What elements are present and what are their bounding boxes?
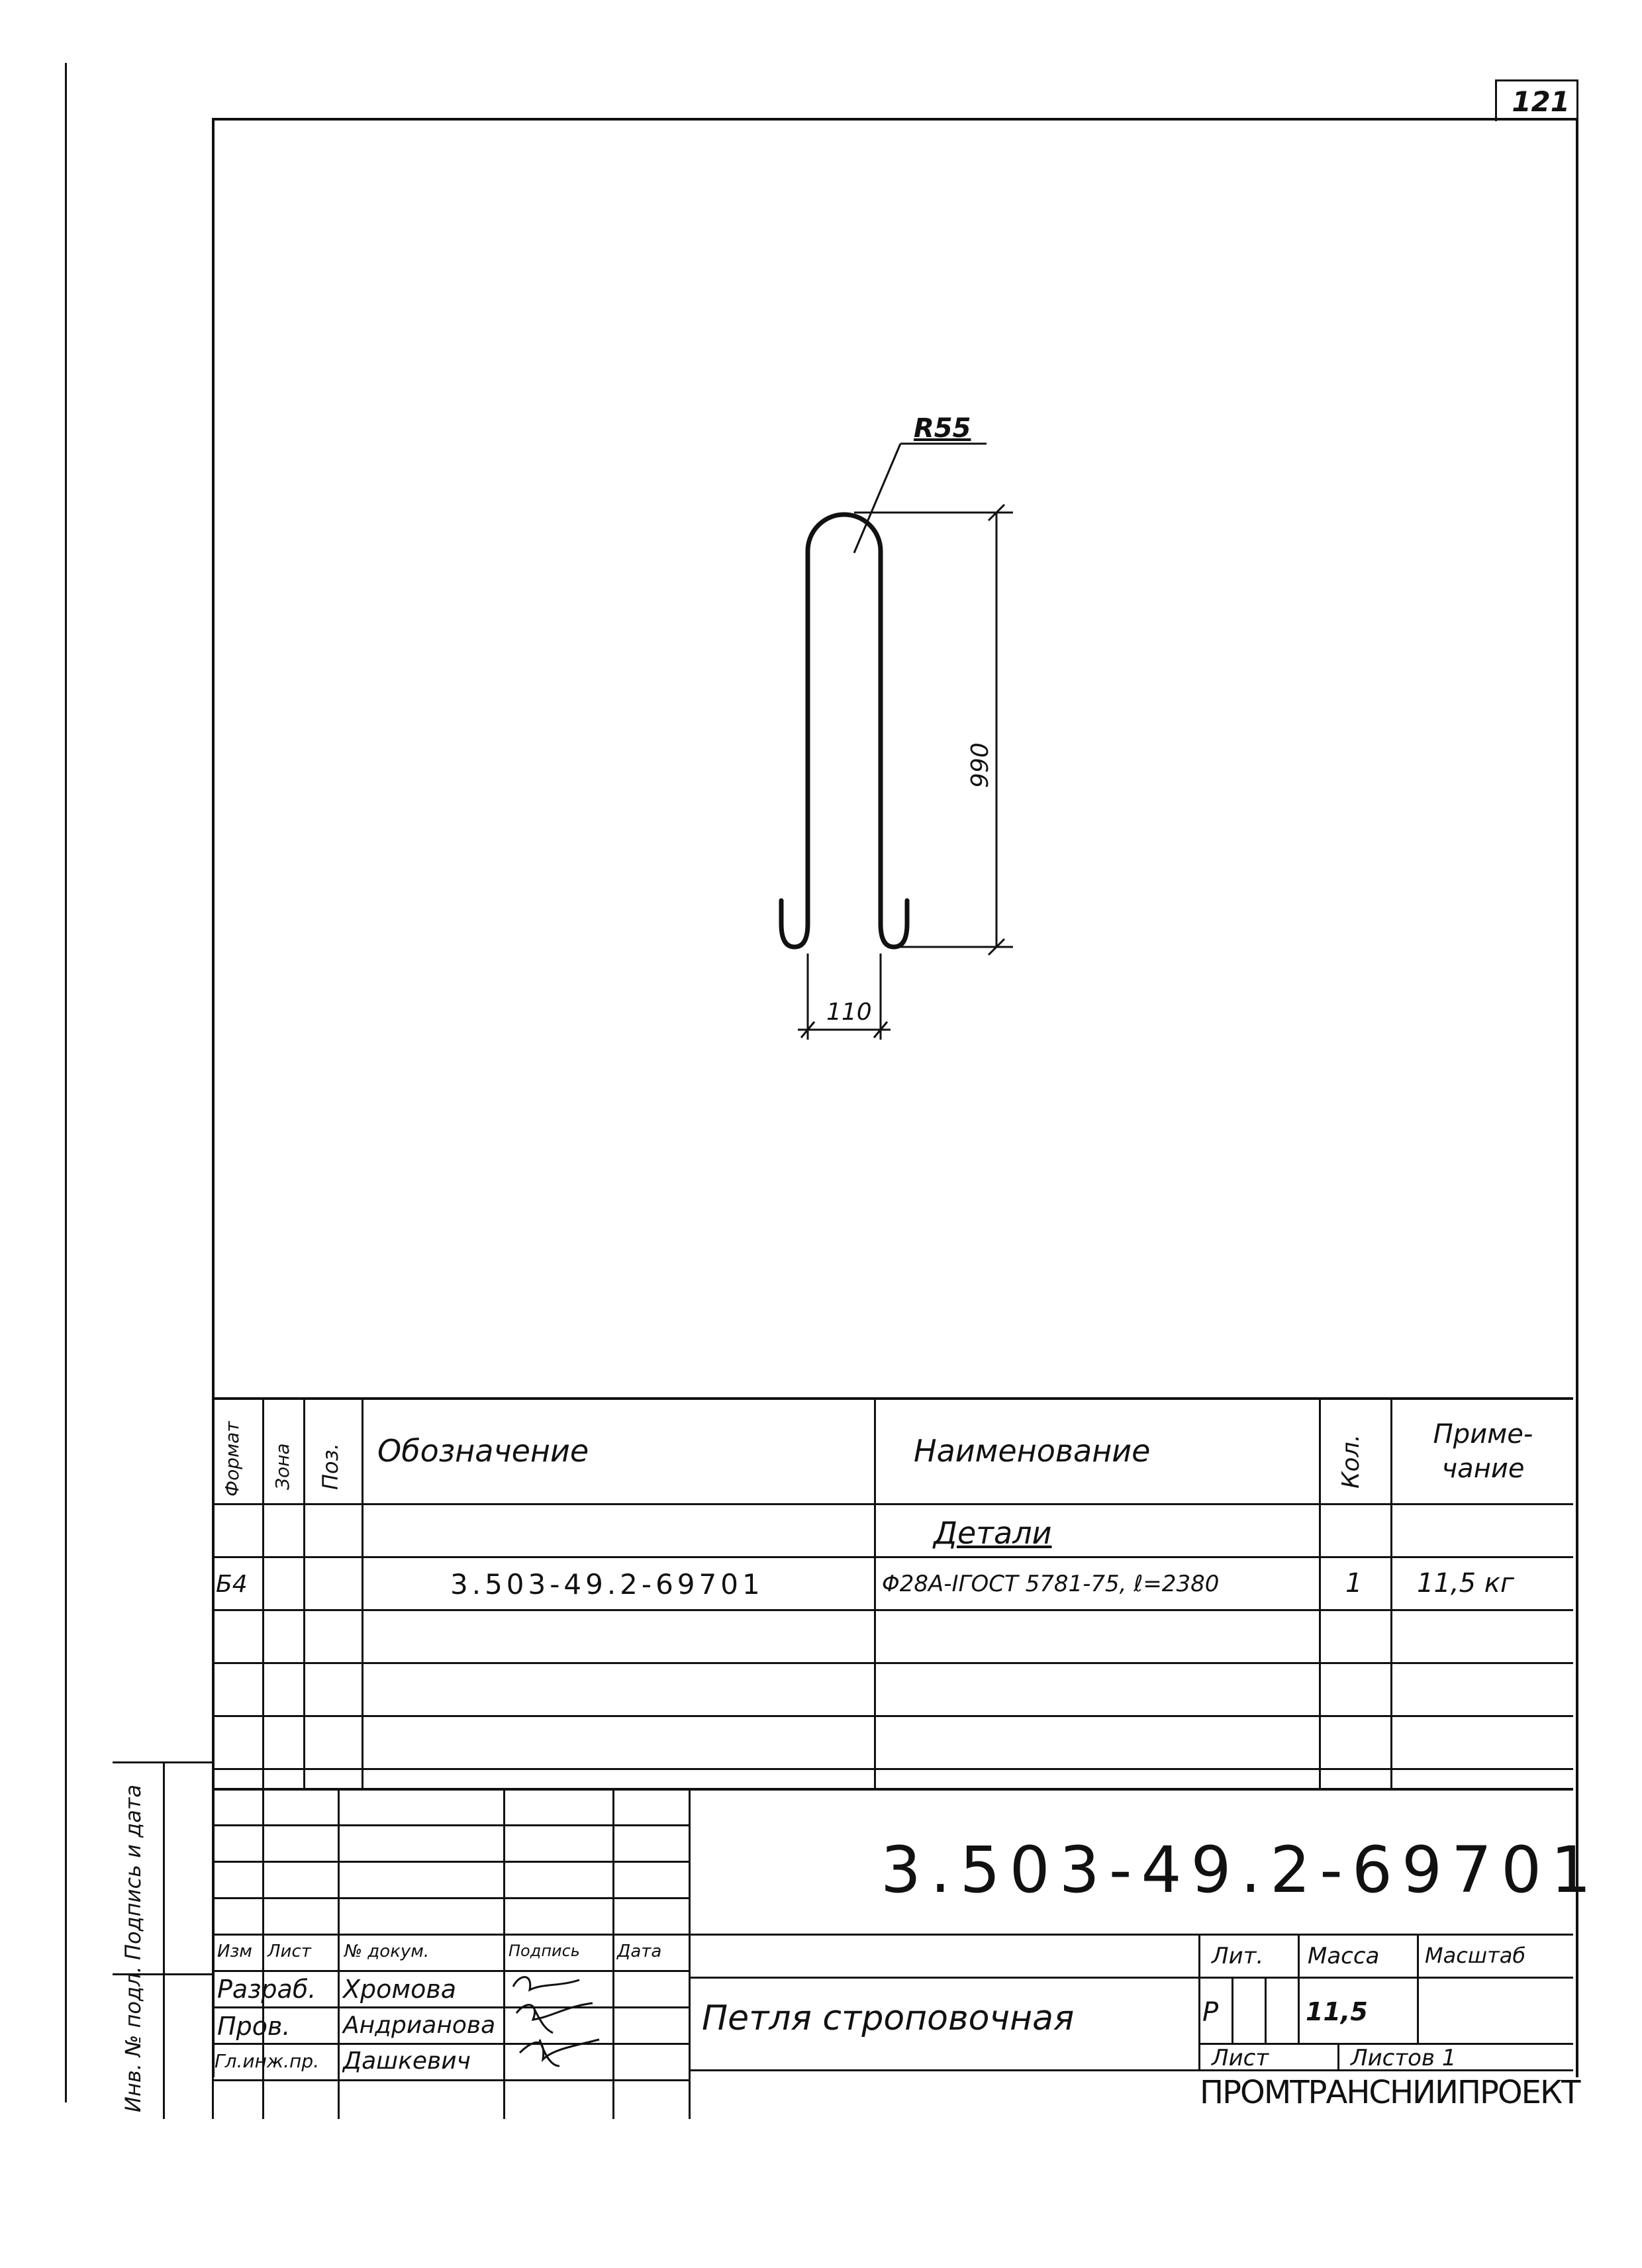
- header-doc: № докум.: [344, 1942, 430, 1961]
- row-note: 11,5 кг: [1417, 1568, 1514, 1599]
- header-sign: Подпись: [508, 1942, 580, 1960]
- width-label: 110: [826, 999, 872, 1026]
- col-pos-header: Поз.: [318, 1443, 343, 1490]
- specification-table: [212, 1397, 1573, 1788]
- side-inv-number: Инв. № подл.: [121, 1966, 146, 2112]
- role-checker: Пров.: [217, 2012, 291, 2041]
- section-title: Детали: [934, 1515, 1052, 1551]
- radius-label: R55: [914, 413, 971, 444]
- sheet-label: Лист: [1212, 2045, 1269, 2071]
- loop-outline: [808, 515, 881, 924]
- row-format: Б4: [216, 1571, 248, 1598]
- mass-value: 11,5: [1306, 1997, 1368, 2026]
- role-developer: Разраб.: [217, 1975, 316, 2004]
- role-chief-engineer: Гл.инж.пр.: [215, 2050, 320, 2072]
- header-date: Дата: [617, 1942, 662, 1961]
- height-label: 990: [967, 742, 994, 788]
- drawing-title: Петля строповочная: [702, 1998, 1075, 2038]
- header-izm: Изм: [217, 1942, 252, 1961]
- title-block: [212, 1788, 1601, 2119]
- col-qty-header: Кол.: [1337, 1434, 1365, 1489]
- signatures: [507, 1967, 612, 2079]
- header-list: Лист: [267, 1942, 311, 1961]
- name-checker: Андрианова: [343, 2012, 496, 2039]
- row-designation: 3.503-49.2-69701: [450, 1568, 764, 1601]
- document-code: 3.503-49.2-69701: [881, 1833, 1601, 1907]
- side-signature-date: Подпись и дата: [121, 1784, 146, 1960]
- side-stamp: [113, 1761, 212, 2119]
- col-format-header: Формат: [221, 1421, 243, 1497]
- row-qty: 1: [1345, 1568, 1363, 1599]
- organization: ПРОМТРАНСНИИПРОЕКТ: [1200, 2074, 1580, 2111]
- sheet-number: 121: [1512, 85, 1570, 118]
- lit-label: Лит.: [1212, 1943, 1264, 1969]
- left-hook: [781, 901, 808, 947]
- name-developer: Хромова: [343, 1975, 456, 2004]
- col-zone-header: Зона: [271, 1443, 293, 1490]
- name-chief-engineer: Дашкевич: [343, 2047, 471, 2075]
- col-name-header: Наименование: [914, 1433, 1151, 1469]
- scale-label: Масштаб: [1425, 1943, 1526, 1968]
- col-note-header: Приме-чание: [1433, 1419, 1533, 1484]
- row-name: Φ28A-IГОСТ 5781-75, ℓ=2380: [882, 1571, 1220, 1597]
- mass-label: Масса: [1308, 1943, 1380, 1969]
- lit-value: Р: [1202, 1997, 1219, 2028]
- col-designation-header: Обозначение: [377, 1433, 589, 1469]
- sheets-label: Листов 1: [1351, 2045, 1457, 2071]
- right-hook: [881, 901, 907, 947]
